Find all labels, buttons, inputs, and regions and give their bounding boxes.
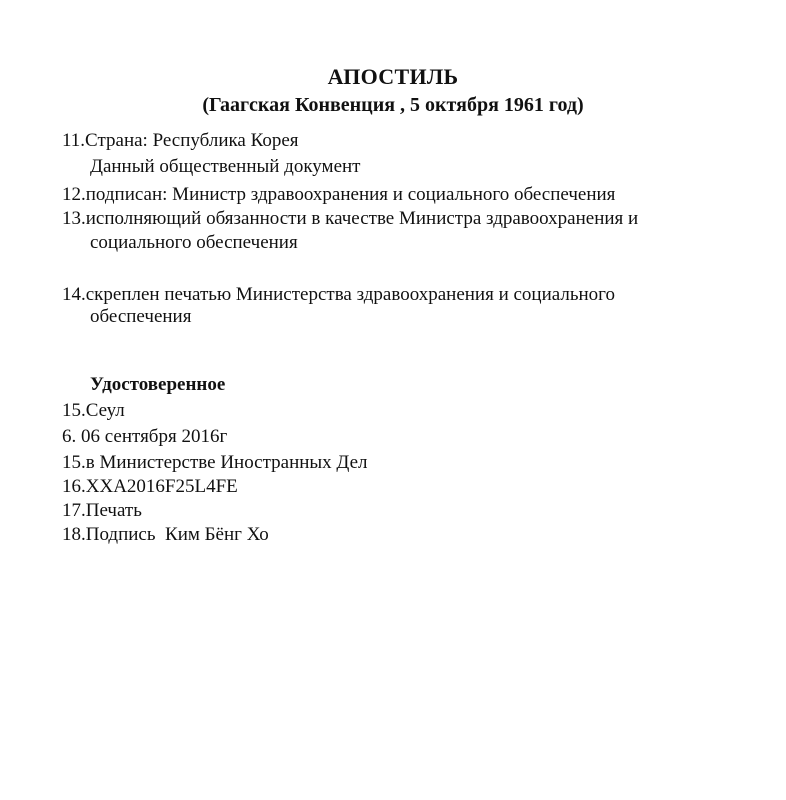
certified-line-place — [62, 400, 125, 422]
item-line-signed — [62, 184, 615, 206]
item-number: 16. — [62, 476, 86, 497]
certified-line-date — [62, 426, 227, 448]
item-number: 13. — [62, 208, 86, 229]
item-text: Подпись Ким Бёнг Хо — [85, 524, 269, 545]
item-number: 14. — [62, 284, 86, 305]
item-text: обеспечения — [90, 306, 192, 327]
item-text: 06 сентября 2016г — [81, 426, 228, 447]
item-line-sealed — [62, 284, 615, 306]
item-text: исполняющий обязанности в качестве Министра здравоохранения и — [85, 208, 639, 229]
item-text: Данный общественный документ — [90, 156, 361, 177]
item-line-country — [62, 130, 299, 152]
document-title: АПОСТИЛЬ — [327, 64, 459, 89]
item-number: 11. — [62, 130, 86, 151]
item-text: XXA2016F25L4FE — [85, 476, 238, 497]
item-line-acting-cont — [90, 232, 298, 254]
item-number: 12. — [62, 184, 86, 205]
certified-line-signature — [62, 524, 269, 546]
item-text: скреплен печатью Министерства здравоохранения и социального — [85, 284, 616, 305]
item-text: Печать — [85, 500, 142, 521]
item-line-sealed-cont — [90, 306, 191, 328]
item-text: социального обеспечения — [90, 232, 298, 253]
item-number: 15. — [62, 400, 86, 421]
item-text: Сеул — [85, 400, 125, 421]
item-text: Страна: Республика Корея — [85, 130, 299, 151]
item-line-acting — [62, 208, 638, 230]
certified-heading: Удостоверенное — [90, 374, 226, 395]
document-subtitle: (Гаагская Конвенция , 5 октября 1961 год) — [202, 94, 584, 116]
item-number: 15. — [62, 452, 86, 473]
certified-line-seal — [62, 500, 142, 522]
item-text: в Министерстве Иностранных Дел — [85, 452, 368, 473]
item-number: 17. — [62, 500, 86, 521]
item-number: 6. — [62, 426, 81, 447]
item-text: подписан: Министр здравоохранения и социального обеспечения — [85, 184, 616, 205]
item-line-document — [90, 156, 360, 178]
item-number: 18. — [62, 524, 86, 545]
certified-line-number — [62, 476, 238, 498]
certified-line-ministry — [62, 452, 368, 474]
